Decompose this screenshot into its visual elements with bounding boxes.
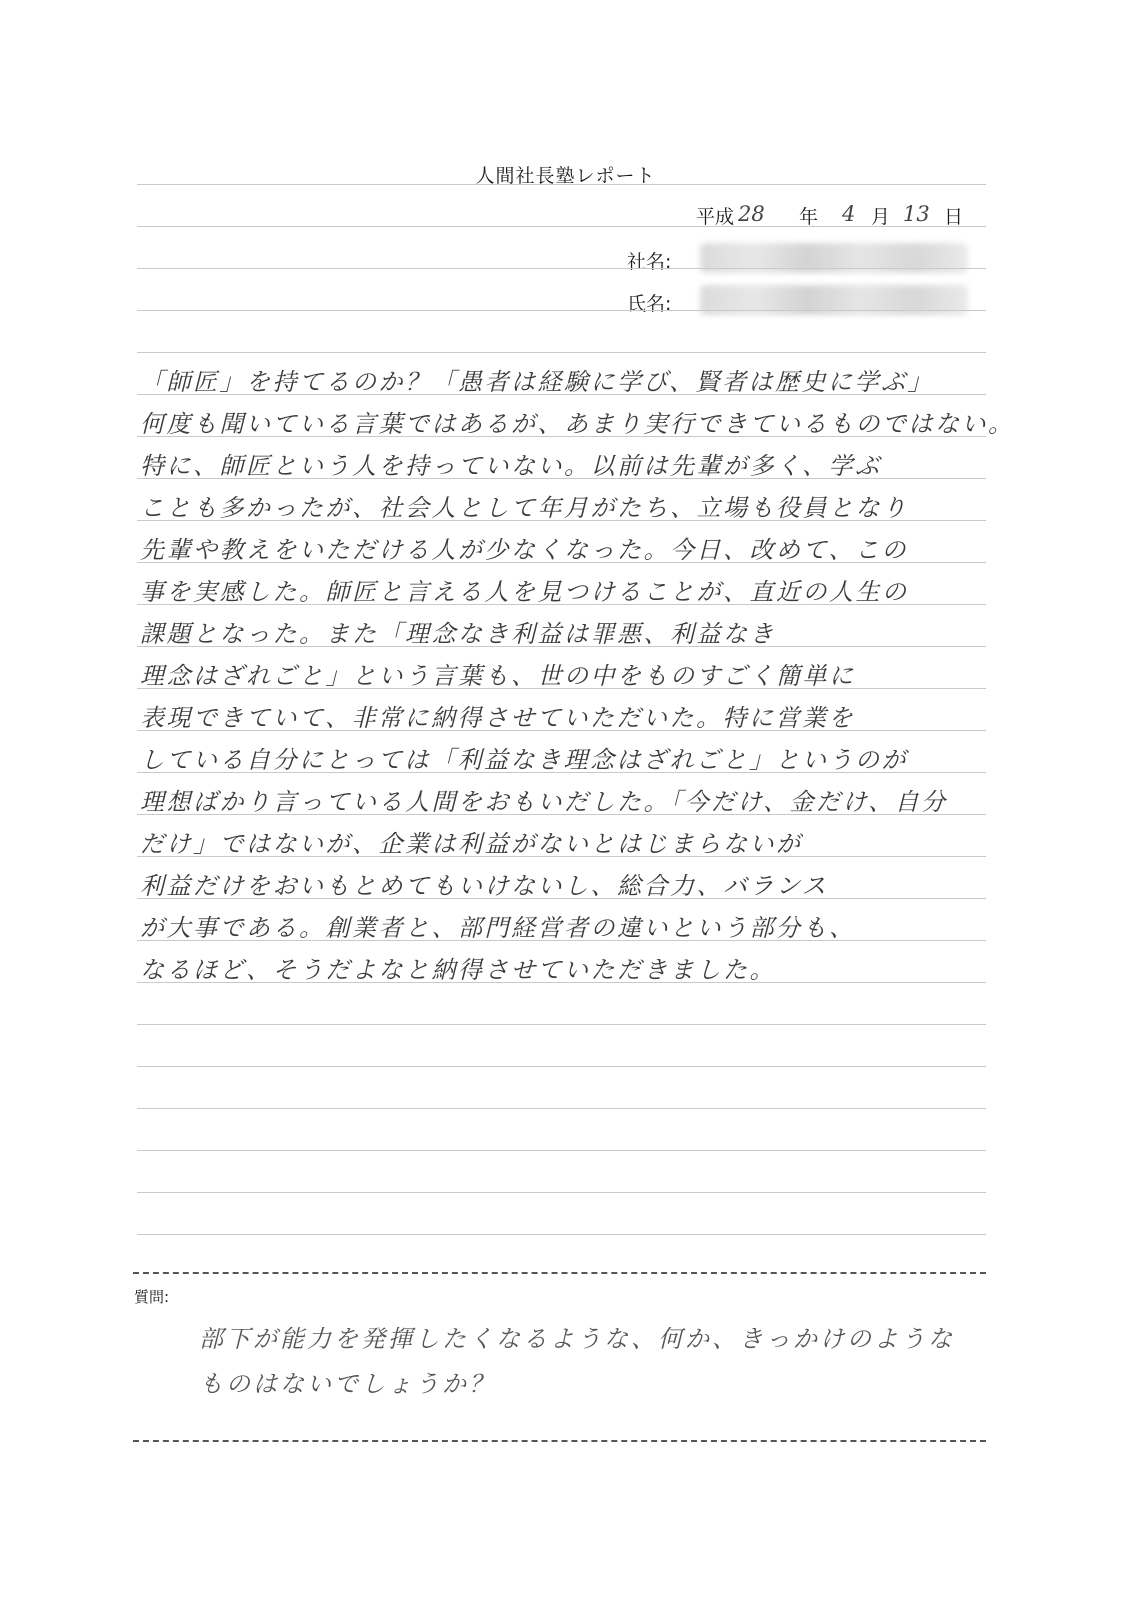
date-year: 28: [738, 202, 765, 226]
ruled-line: [137, 310, 986, 311]
question-divider-bottom: [133, 1440, 986, 1442]
report-line: 特に、師匠という人を持っていない。以前は先輩が多く、学ぶ: [140, 452, 882, 480]
ruled-line: [137, 1024, 986, 1025]
date-month-unit: 月: [871, 206, 891, 228]
question-label: 質問:: [134, 1288, 170, 1306]
report-line: 理想ばかり言っている人間をおもいだした。「今だけ、金だけ、自分: [140, 788, 948, 816]
ruled-line: [137, 226, 986, 227]
report-line: ことも多かったが、社会人として年月がたち、立場も役員となり: [140, 494, 909, 522]
report-line: なるほど、そうだよなと納得させていただきました。: [140, 956, 776, 984]
date-day: 13: [903, 202, 930, 226]
name-label: 氏名:: [627, 293, 672, 315]
report-line: 理念はざれごと」という言葉も、世の中をものすごく簡単に: [140, 662, 856, 690]
report-line: だけ」ではないが、企業は利益がないとはじまらないが: [140, 830, 803, 858]
question-line: 部下が能力を発揮したくなるような、何か、きっかけのような: [199, 1325, 955, 1353]
date-year-unit: 年: [799, 206, 819, 228]
ruled-line: [137, 1108, 986, 1109]
report-title: 人間社長塾レポート: [475, 165, 656, 187]
report-line: 課題となった。また「理念なき利益は罪悪、利益なき: [140, 620, 776, 648]
date-row: [137, 202, 986, 238]
report-line: 事を実感した。師匠と言える人を見つけることが、直近の人生の: [140, 578, 909, 606]
report-line: 何度も聞いている言葉ではあるが、あまり実行できているものではない。: [140, 410, 1015, 438]
company-label: 社名:: [627, 251, 672, 273]
report-line: 利益だけをおいもとめてもいけないし、総合力、バランス: [140, 872, 829, 900]
ruled-line: [137, 268, 986, 269]
header-rule: [137, 184, 986, 185]
report-line: 先輩や教えをいただける人が少なくなった。今日、改めて、この: [140, 536, 909, 564]
date-month: 4: [842, 202, 856, 226]
ruled-line: [137, 352, 986, 353]
ruled-line: [137, 1150, 986, 1151]
question-divider-top: [133, 1272, 986, 1274]
ruled-line: [137, 1192, 986, 1193]
report-line: している自分にとっては「利益なき理念はざれごと」というのが: [140, 746, 909, 774]
date-era: 平成: [696, 206, 735, 228]
report-line: 表現できていて、非常に納得させていただいた。特に営業を: [140, 704, 856, 732]
date-day-unit: 日: [944, 206, 964, 228]
ruled-line: [137, 1234, 986, 1235]
report-line: が大事である。創業者と、部門経営者の違いという部分も、: [140, 914, 856, 942]
report-line: 「師匠」を持てるのか？「愚者は経験に学び、賢者は歴史に学ぶ」: [140, 368, 935, 396]
question-line: ものはないでしょうか？: [199, 1370, 496, 1398]
ruled-line: [137, 1066, 986, 1067]
